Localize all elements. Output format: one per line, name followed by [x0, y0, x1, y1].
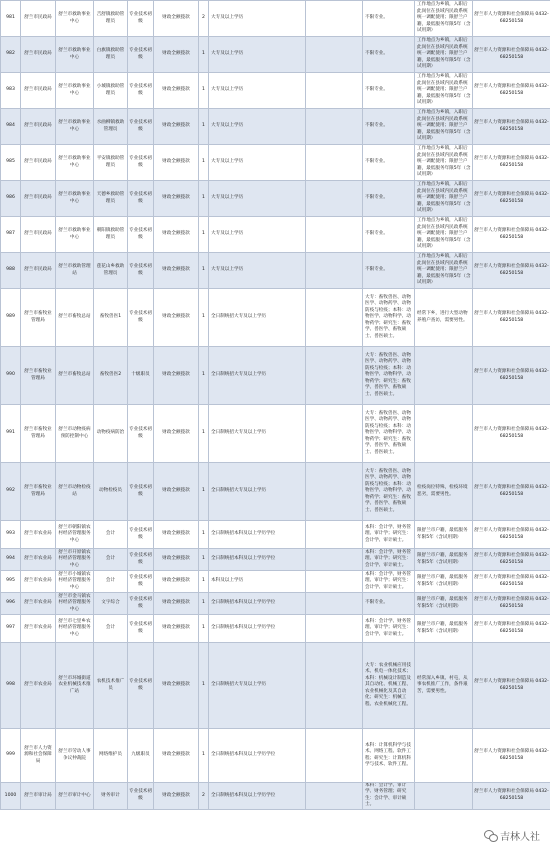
- row-number: 1000: [1, 783, 21, 810]
- unit-cell: 舒兰市救助事业中心: [56, 217, 94, 253]
- major-cell: 本科：会计学、财务管理、审计学；研究生：会计学、审计硕士。: [363, 549, 415, 571]
- row-number: 983: [1, 73, 21, 109]
- dept-cell: 舒兰市农业局: [21, 593, 56, 615]
- contact-cell: 舒兰市人力资源和社会保障局 0432-68250158: [473, 405, 550, 463]
- unit-cell: 舒兰市七里乡农村经济管理服务中心: [56, 615, 94, 643]
- unit-cell: 舒兰市救助管理站: [56, 253, 94, 289]
- education-cell: 全日制统招本科及以上学历学位: [209, 615, 306, 643]
- table-row: [1, 73, 550, 109]
- education-cell: 大专及以上学历: [209, 1, 306, 37]
- headcount-cell: 1: [199, 181, 209, 217]
- position-type-cell: 专业技术初级: [128, 145, 154, 181]
- dept-cell: 舒兰市畜牧业管理局: [21, 405, 56, 463]
- contact-cell: 舒兰市人力资源和社会保障局 0432-68250158: [473, 571, 550, 593]
- funding-cell: 财政全额拨款: [154, 405, 199, 463]
- other-requirements-cell: 限舒兰市户籍，最低服务年限5年（含试用期）: [415, 615, 473, 643]
- other-requirements-cell: 工作地点为乡镇，入职后此岗位在县域内民政系统统一调配使用；限舒兰户籍，最低服务年限5年（含试用期）: [415, 217, 473, 253]
- contact-cell: 舒兰市人力资源和社会保障局 0432-68250158: [473, 181, 550, 217]
- blank-cell: [306, 643, 363, 729]
- row-number: 981: [1, 1, 21, 37]
- other-requirements-cell: [415, 729, 473, 783]
- position-cell: 会计: [94, 521, 128, 549]
- other-requirements-cell: 限舒兰市户籍，最低服务年限5年（含试用期）: [415, 593, 473, 615]
- other-requirements-cell: [415, 783, 473, 810]
- major-cell: 不限专业。: [363, 217, 415, 253]
- major-cell: 不限专业。: [363, 1, 415, 37]
- education-cell: 全日制统招本科及以上学历学位: [209, 593, 306, 615]
- contact-cell: 舒兰市人力资源和社会保障局 0432-68250158: [473, 463, 550, 521]
- dept-cell: 舒兰市民政局: [21, 1, 56, 37]
- education-cell: 本科及以上学历: [209, 571, 306, 593]
- table-row: [1, 1, 550, 37]
- major-cell: 本科：会计学、财务管理、审计学；研究生：会计学、审计硕士。: [363, 571, 415, 593]
- dept-cell: 舒兰市农业局: [21, 615, 56, 643]
- education-cell: 全日制统招大专及以上学历: [209, 289, 306, 347]
- unit-cell: 舒兰市救助事业中心: [56, 145, 94, 181]
- major-cell: 不限专业。: [363, 145, 415, 181]
- contact-cell: 舒兰市人力资源和社会保障局 0432-68250158: [473, 783, 550, 810]
- row-number: 988: [1, 253, 21, 289]
- contact-cell: 舒兰市人力资源和社会保障局 0432-68250158: [473, 145, 550, 181]
- unit-cell: 舒兰市救助事业中心: [56, 1, 94, 37]
- position-cell: 农机技术推广员: [94, 643, 128, 729]
- education-cell: 全日制统招本科及以上学历学位: [209, 549, 306, 571]
- headcount-cell: 1: [199, 521, 209, 549]
- dept-cell: 舒兰市民政局: [21, 181, 56, 217]
- education-cell: 全日制统招大专及以上学历: [209, 463, 306, 521]
- unit-cell: 舒兰市环城街道农业机械技术推广站: [56, 643, 94, 729]
- headcount-cell: 1: [199, 405, 209, 463]
- row-number: 995: [1, 571, 21, 593]
- education-cell: 大专及以上学历: [209, 37, 306, 73]
- blank-cell: [306, 145, 363, 181]
- unit-cell: 舒兰市救助事业中心: [56, 181, 94, 217]
- table-row: [1, 615, 550, 643]
- headcount-cell: 1: [199, 253, 209, 289]
- position-type-cell: 专业技术初级: [128, 73, 154, 109]
- position-cell: 天德乡救助管理员: [94, 181, 128, 217]
- major-cell: 本科：计算机科学与技术、网络工程、软件工程；研究生：计算机科学与技术、软件工程。: [363, 729, 415, 783]
- unit-cell: 舒兰市金马镇农村经济管理服务中心: [56, 593, 94, 615]
- position-type-cell: 专业技术初级: [128, 571, 154, 593]
- other-requirements-cell: 工作地点为乡镇，入职后此岗位在县域内民政系统统一调配使用；限舒兰户籍，最低服务年限5年（含试用期）: [415, 1, 473, 37]
- unit-cell: 舒兰市审计中心: [56, 783, 94, 810]
- table-row: [1, 347, 550, 405]
- position-cell: 朝阳镇救助管理员: [94, 217, 128, 253]
- dept-cell: 舒兰市民政局: [21, 109, 56, 145]
- row-number: 997: [1, 615, 21, 643]
- funding-cell: 财政全额拨款: [154, 521, 199, 549]
- contact-cell: 舒兰市人力资源和社会保障局 0432-68250158: [473, 347, 550, 405]
- funding-cell: 财政全额拨款: [154, 549, 199, 571]
- funding-cell: 财政全额拨款: [154, 729, 199, 783]
- position-type-cell: 专业技术初级: [128, 405, 154, 463]
- headcount-cell: 1: [199, 571, 209, 593]
- contact-cell: 舒兰市人力资源和社会保障局 0432-68250158: [473, 289, 550, 347]
- position-cell: 平安镇救助管理员: [94, 145, 128, 181]
- funding-cell: 财政全额拨款: [154, 643, 199, 729]
- other-requirements-cell: 工作地点为乡镇，入职后此岗位在县域内民政系统统一调配使用；限舒兰户籍，最低服务年限5年（含试用期）: [415, 253, 473, 289]
- contact-cell: 舒兰市人力资源和社会保障局 0432-68250158: [473, 521, 550, 549]
- blank-cell: [306, 571, 363, 593]
- unit-cell: 舒兰市动物疫病预防控制中心: [56, 405, 94, 463]
- education-cell: 全日制统招本科及以上学历学位: [209, 783, 306, 810]
- unit-cell: 舒兰市小城镇农村经济管理服务中心: [56, 571, 94, 593]
- contact-cell: 舒兰市人力资源和社会保障局 0432-68250158: [473, 729, 550, 783]
- position-type-cell: 专业技术初级: [128, 549, 154, 571]
- funding-cell: 财政全额拨款: [154, 73, 199, 109]
- headcount-cell: 1: [199, 643, 209, 729]
- table-row: [1, 405, 550, 463]
- headcount-cell: 2: [199, 783, 209, 810]
- row-number: 985: [1, 145, 21, 181]
- position-cell: 畜牧兽医2: [94, 347, 128, 405]
- blank-cell: [306, 181, 363, 217]
- headcount-cell: 2: [199, 1, 209, 37]
- education-cell: 大专及以上学历: [209, 217, 306, 253]
- table-row: [1, 289, 550, 347]
- other-requirements-cell: 工作地点为乡镇，入职后此岗位在县域内民政系统统一调配使用；限舒兰户籍，最低服务年限5年（含试用期）: [415, 145, 473, 181]
- position-type-cell: 专业技术初级: [128, 109, 154, 145]
- position-cell: 会计: [94, 571, 128, 593]
- funding-cell: 财政全额拨款: [154, 217, 199, 253]
- headcount-cell: 1: [199, 615, 209, 643]
- funding-cell: 财政全额拨款: [154, 109, 199, 145]
- headcount-cell: 1: [199, 549, 209, 571]
- unit-cell: 舒兰市开原镇农村经济管理服务中心: [56, 549, 94, 571]
- dept-cell: 舒兰市畜牧业管理局: [21, 463, 56, 521]
- dept-cell: 舒兰市农业局: [21, 643, 56, 729]
- funding-cell: 财政全额拨款: [154, 181, 199, 217]
- education-cell: 大专及以上学历: [209, 145, 306, 181]
- table-row: [1, 521, 550, 549]
- dept-cell: 舒兰市民政局: [21, 37, 56, 73]
- other-requirements-cell: 工作地点为乡镇，入职后此岗位在县域内民政系统统一调配使用；限舒兰户籍，最低服务年限5年（含试用期）: [415, 73, 473, 109]
- position-type-cell: 专业技术初级: [128, 615, 154, 643]
- unit-cell: 舒兰市畜牧总站: [56, 347, 94, 405]
- blank-cell: [306, 1, 363, 37]
- contact-cell: 舒兰市人力资源和社会保障局 0432-68250158: [473, 253, 550, 289]
- funding-cell: 财政全额拨款: [154, 783, 199, 810]
- row-number: 999: [1, 729, 21, 783]
- table-row: [1, 571, 550, 593]
- position-type-cell: 专业技术初级: [128, 643, 154, 729]
- blank-cell: [306, 463, 363, 521]
- major-cell: 本科：会计学、财务管理、审计学；研究生：会计学、审计硕士。: [363, 521, 415, 549]
- position-cell: 财务审计: [94, 783, 128, 810]
- funding-cell: 财政全额拨款: [154, 1, 199, 37]
- position-type-cell: 专业技术初级: [128, 37, 154, 73]
- major-cell: 大专：畜牧兽医、动物医学、动物药学、动物防疫与检疫；本科：动物医学、动物科学、动物药学；研究生：畜牧学、兽医学、畜牧硕士、兽医硕士。: [363, 463, 415, 521]
- row-number: 993: [1, 521, 21, 549]
- contact-cell: 舒兰市人力资源和社会保障局 0432-68250158: [473, 109, 550, 145]
- position-cell: 水曲柳镇救助管理员: [94, 109, 128, 145]
- contact-cell: 舒兰市人力资源和社会保障局 0432-68250158: [473, 73, 550, 109]
- table-row: [1, 181, 550, 217]
- major-cell: 不限专业。: [363, 253, 415, 289]
- funding-cell: 财政全额拨款: [154, 289, 199, 347]
- position-type-cell: 专业技术初级: [128, 289, 154, 347]
- position-cell: 会计: [94, 549, 128, 571]
- contact-cell: 舒兰市人力资源和社会保障局 0432-68250158: [473, 593, 550, 615]
- blank-cell: [306, 521, 363, 549]
- major-cell: 大专：畜牧兽医、动物医学、动物药学、动物防疫与检疫；本科：动物医学、动物科学、动物药学；研究生：畜牧学、兽医学、畜牧硕士、兽医硕士。: [363, 347, 415, 405]
- other-requirements-cell: 限舒兰市户籍，最低服务年限5年（含试用期）: [415, 521, 473, 549]
- unit-cell: 舒兰市动物检疫站: [56, 463, 94, 521]
- major-cell: 不限专业。: [363, 109, 415, 145]
- blank-cell: [306, 347, 363, 405]
- dept-cell: 舒兰市农业局: [21, 521, 56, 549]
- other-requirements-cell: 检疫岗位特殊，检疫环境恶劣，需要男性。: [415, 463, 473, 521]
- table-row: [1, 217, 550, 253]
- other-requirements-cell: 工作地点为乡镇，入职后此岗位在县域内民政系统统一调配使用；限舒兰户籍，最低服务年限5年（含试用期）: [415, 37, 473, 73]
- blank-cell: [306, 37, 363, 73]
- contact-cell: 舒兰市人力资源和社会保障局 0432-68250158: [473, 1, 550, 37]
- row-number: 989: [1, 289, 21, 347]
- major-cell: 本科：会计学、审计学、财务管理；研究生：会计学、审计硕士。: [363, 783, 415, 810]
- table-row: [1, 643, 550, 729]
- blank-cell: [306, 405, 363, 463]
- position-cell: 吉舒镇救助管理员: [94, 1, 128, 37]
- other-requirements-cell: 经常深入乡镇、村屯，从事农机推广工作，条件艰苦，需要男性。: [415, 643, 473, 729]
- position-cell: 会计: [94, 615, 128, 643]
- blank-cell: [306, 289, 363, 347]
- education-cell: 大专及以上学历: [209, 181, 306, 217]
- blank-cell: [306, 253, 363, 289]
- funding-cell: 财政全额拨款: [154, 571, 199, 593]
- other-requirements-cell: [415, 347, 473, 405]
- dept-cell: 舒兰市农业局: [21, 549, 56, 571]
- other-requirements-cell: 限舒兰市户籍，最低服务年限5年（含试用期）: [415, 571, 473, 593]
- unit-cell: 舒兰市劳动人事争议仲裁院: [56, 729, 94, 783]
- watermark-text: 吉林人社: [500, 832, 540, 843]
- education-cell: 大专及以上学历: [209, 73, 306, 109]
- education-cell: 全日制统招本科及以上学历学位: [209, 729, 306, 783]
- position-cell: 动物疫病防治: [94, 405, 128, 463]
- position-type-cell: 九级职员: [128, 729, 154, 783]
- contact-cell: 舒兰市人力资源和社会保障局 0432-68250158: [473, 615, 550, 643]
- dept-cell: 舒兰市畜牧业管理局: [21, 347, 56, 405]
- other-requirements-cell: 工作地点为乡镇，入职后此岗位在县域内民政系统统一调配使用；限舒兰户籍，最低服务年限5年（含试用期）: [415, 109, 473, 145]
- major-cell: 大专：畜牧兽医、动物医学、动物药学、动物防疫与检疫；本科：动物医学、动物科学、动物药学；研究生：畜牧学、兽医学、畜牧硕士、兽医硕士。: [363, 405, 415, 463]
- education-cell: 全日制统招大专及以上学历: [209, 405, 306, 463]
- headcount-cell: 1: [199, 593, 209, 615]
- position-type-cell: 专业技术初级: [128, 593, 154, 615]
- contact-cell: 舒兰市人力资源和社会保障局 0432-68250158: [473, 217, 550, 253]
- position-cell: 小城镇救助管理员: [94, 73, 128, 109]
- dept-cell: 舒兰市畜牧业管理局: [21, 289, 56, 347]
- position-type-cell: 专业技术初级: [128, 181, 154, 217]
- position-cell: 白旗镇救助管理员: [94, 37, 128, 73]
- dept-cell: 舒兰市民政局: [21, 253, 56, 289]
- headcount-cell: 1: [199, 217, 209, 253]
- major-cell: 本科：会计学、财务管理、审计学；研究生：会计学、审计硕士。: [363, 615, 415, 643]
- headcount-cell: 1: [199, 729, 209, 783]
- table-row: [1, 593, 550, 615]
- funding-cell: 财政全额拨款: [154, 253, 199, 289]
- position-cell: 文字综合: [94, 593, 128, 615]
- row-number: 996: [1, 593, 21, 615]
- position-cell: 畜牧兽医1: [94, 289, 128, 347]
- dept-cell: 舒兰市民政局: [21, 73, 56, 109]
- other-requirements-cell: 工作地点为乡镇，入职后此岗位在县域内民政系统统一调配使用；限舒兰户籍，最低服务年限5年（含试用期）: [415, 181, 473, 217]
- headcount-cell: 1: [199, 37, 209, 73]
- position-type-cell: 专业技术初级: [128, 521, 154, 549]
- education-cell: 大专及以上学历: [209, 253, 306, 289]
- unit-cell: 舒兰市救助事业中心: [56, 37, 94, 73]
- funding-cell: 财政全额拨款: [154, 347, 199, 405]
- row-number: 998: [1, 643, 21, 729]
- table-row: [1, 549, 550, 571]
- major-cell: 大专：农业机械应用技术、机电一体化技术；本科：机械设计制造及其自动化、机械工程、农业机械化及其自动化；研究生：机械工程、农业机械化工程。: [363, 643, 415, 729]
- blank-cell: [306, 109, 363, 145]
- funding-cell: 财政全额拨款: [154, 463, 199, 521]
- funding-cell: 财政全额拨款: [154, 37, 199, 73]
- education-cell: 大专及以上学历: [209, 109, 306, 145]
- position-cell: 动物检疫员: [94, 463, 128, 521]
- blank-cell: [306, 783, 363, 810]
- row-number: 992: [1, 463, 21, 521]
- unit-cell: 舒兰市畜牧总站: [56, 289, 94, 347]
- dept-cell: 舒兰市农业局: [21, 571, 56, 593]
- unit-cell: 舒兰市救助事业中心: [56, 73, 94, 109]
- table-row: [1, 109, 550, 145]
- table-row: [1, 253, 550, 289]
- education-cell: 全日制统招本科及以上学历学位: [209, 521, 306, 549]
- wechat-watermark: [480, 826, 544, 845]
- major-cell: 大专：畜牧兽医、动物医学、动物药学、动物防疫与检疫；本科：动物医学、动物科学、动物药学；研究生：畜牧学、兽医学、畜牧硕士、兽医硕士。: [363, 289, 415, 347]
- headcount-cell: 1: [199, 73, 209, 109]
- table-row: [1, 463, 550, 521]
- position-cell: 莲花山乡救助管理员: [94, 253, 128, 289]
- headcount-cell: 1: [199, 289, 209, 347]
- position-type-cell: 专业技术初级: [128, 463, 154, 521]
- dept-cell: 舒兰市审计局: [21, 783, 56, 810]
- headcount-cell: 1: [199, 109, 209, 145]
- row-number: 987: [1, 217, 21, 253]
- table-row: [1, 783, 550, 810]
- row-number: 990: [1, 347, 21, 405]
- funding-cell: 财政全额拨款: [154, 145, 199, 181]
- row-number: 991: [1, 405, 21, 463]
- position-type-cell: 十级职员: [128, 347, 154, 405]
- other-requirements-cell: 限舒兰市户籍，最低服务年限5年（含试用期）: [415, 549, 473, 571]
- blank-cell: [306, 549, 363, 571]
- blank-cell: [306, 729, 363, 783]
- wechat-icon: [484, 830, 497, 841]
- education-cell: 全日制统招大专及以上学历: [209, 643, 306, 729]
- row-number: 984: [1, 109, 21, 145]
- blank-cell: [306, 593, 363, 615]
- major-cell: 不限专业。: [363, 593, 415, 615]
- table-row: [1, 37, 550, 73]
- major-cell: 不限专业。: [363, 181, 415, 217]
- contact-cell: 舒兰市人力资源和社会保障局 0432-68250158: [473, 549, 550, 571]
- blank-cell: [306, 73, 363, 109]
- dept-cell: 舒兰市人力资源和社会保障局: [21, 729, 56, 783]
- table-body: [1, 1, 550, 810]
- position-cell: 网络维护员: [94, 729, 128, 783]
- blank-cell: [306, 615, 363, 643]
- major-cell: 不限专业。: [363, 37, 415, 73]
- headcount-cell: 1: [199, 145, 209, 181]
- position-type-cell: 专业技术初级: [128, 253, 154, 289]
- row-number: 986: [1, 181, 21, 217]
- funding-cell: 财政全额拨款: [154, 615, 199, 643]
- position-type-cell: 专业技术初级: [128, 217, 154, 253]
- funding-cell: 财政全额拨款: [154, 593, 199, 615]
- other-requirements-cell: [415, 405, 473, 463]
- dept-cell: 舒兰市民政局: [21, 145, 56, 181]
- position-type-cell: 专业技术初级: [128, 783, 154, 810]
- major-cell: 不限专业。: [363, 73, 415, 109]
- table-row: [1, 729, 550, 783]
- table-row: [1, 145, 550, 181]
- dept-cell: 舒兰市民政局: [21, 217, 56, 253]
- contact-cell: 舒兰市人力资源和社会保障局 0432-68250158: [473, 37, 550, 73]
- education-cell: 全日制统招大专及以上学历: [209, 347, 306, 405]
- unit-cell: 舒兰市朝阳镇农村经济管理服务中心: [56, 521, 94, 549]
- contact-cell: 舒兰市人力资源和社会保障局 0432-68250158: [473, 643, 550, 729]
- headcount-cell: 1: [199, 463, 209, 521]
- blank-cell: [306, 217, 363, 253]
- headcount-cell: 1: [199, 347, 209, 405]
- unit-cell: 舒兰市救助事业中心: [56, 109, 94, 145]
- row-number: 994: [1, 549, 21, 571]
- position-type-cell: 专业技术初级: [128, 1, 154, 37]
- other-requirements-cell: 经常下乡，进行大型动物养殖户查访，需要男性。: [415, 289, 473, 347]
- row-number: 982: [1, 37, 21, 73]
